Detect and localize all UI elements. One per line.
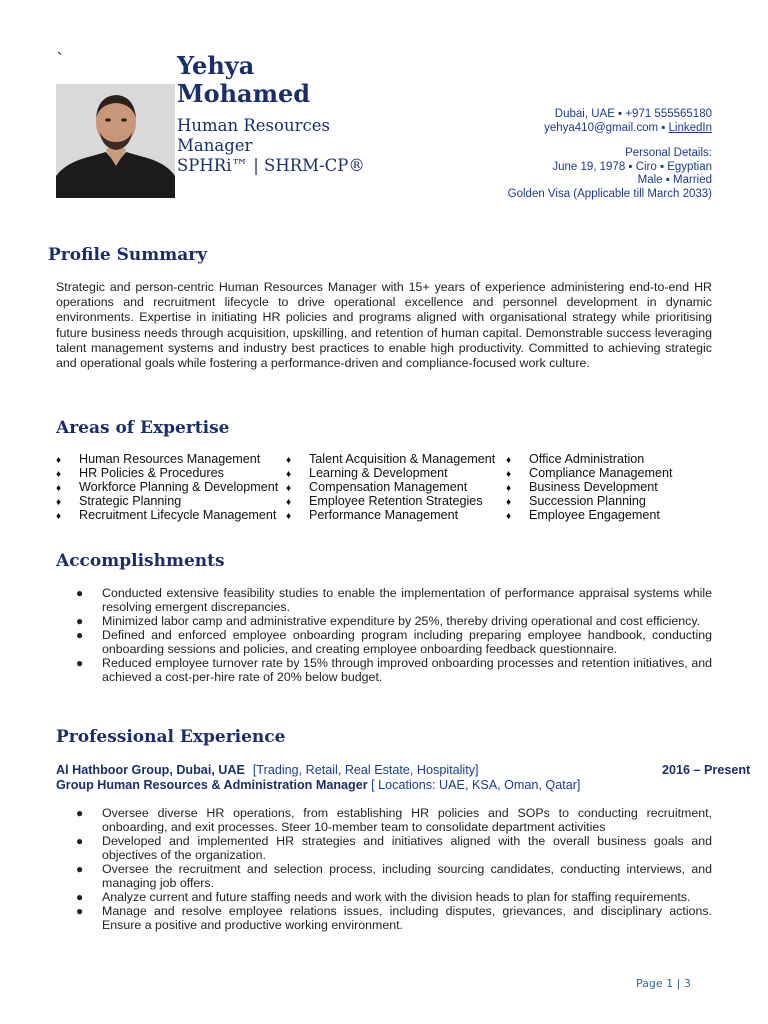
profile-summary-heading: Profile Summary	[48, 245, 208, 265]
accomplishments-heading: Accomplishments	[56, 551, 225, 571]
expertise-item: ♦ Office Administration	[506, 452, 645, 466]
company-line	[56, 763, 479, 778]
job-title-line2: Manager	[177, 136, 253, 155]
email-linkedin-line	[508, 122, 712, 136]
accomplishments-list	[76, 586, 712, 684]
profile-summary-text: Strategic and person-centric Human Resources Manager with 15+ years of experience administering end-to-end HR operations and recruitment lifecycle to drive operational excellence and personnel development in dynamic environments. Expertise in initiating HR policies and programs aligned with organisational strategy while prioritising future business needs through acquisition, upskilling, and retention of human capital. Demonstrable success leveraging talent management systems and industry best practices to enable high productivity. Committed to achieving strategic and operational goals while fostering a performance-driven and compliance-focused work culture.	[56, 280, 712, 371]
diamond-bullet-icon: ♦	[506, 511, 512, 522]
expertise-column-1	[56, 452, 278, 522]
list-item: ● Oversee diverse HR operations, from establishing HR policies and SOPs to conducting recruitment, onboarding, and exit processes. Steer 10-member team to consolidate department activities	[76, 806, 712, 834]
certifications: SPHRi™ | SHRM-CP®	[177, 156, 365, 175]
professional-experience-heading: Professional Experience	[56, 727, 286, 747]
list-item: ● Developed and implemented HR strategies and initiatives aligned with the overall business goals and objectives of the organization.	[76, 834, 712, 862]
last-name: Mohamed	[177, 79, 311, 108]
role-locations: [ Locations: UAE, KSA, Oman, Qatar]	[367, 778, 581, 792]
employment-dates: 2016 – Present	[662, 763, 751, 777]
personal-details-label: Personal Details:	[625, 147, 712, 159]
separator: ▪	[658, 121, 669, 134]
diamond-bullet-icon: ♦	[56, 469, 62, 480]
diamond-bullet-icon: ♦	[506, 455, 512, 466]
gender-line: Male ▪ Married	[637, 174, 712, 186]
diamond-bullet-icon: ♦	[56, 497, 62, 508]
expertise-item: ♦ Talent Acquisition & Management	[286, 452, 496, 466]
list-item: ● Reduced employee turnover rate by 15% through improved onboarding processes and retention initiatives, and achieved a cost-per-hire rate of 20% below budget.	[76, 656, 712, 684]
expertise-item: ♦ Compliance Management	[506, 466, 673, 480]
list-item: ● Oversee the recruitment and selection process, including sourcing candidates, conducting interviews, and managing job offers.	[76, 862, 712, 890]
expertise-item: ♦ Employee Engagement	[506, 508, 660, 522]
candidate-name	[177, 52, 310, 108]
expertise-item: ♦ Workforce Planning & Development	[56, 480, 279, 494]
round-bullet-icon: ●	[76, 862, 84, 876]
round-bullet-icon: ●	[76, 614, 84, 628]
round-bullet-icon: ●	[76, 834, 84, 848]
diamond-bullet-icon: ♦	[286, 511, 292, 522]
linkedin-link[interactable]: LinkedIn	[668, 121, 712, 134]
round-bullet-icon: ●	[76, 656, 84, 670]
round-bullet-icon: ●	[76, 628, 84, 642]
email-link[interactable]: yehya410@gmail.com	[544, 121, 659, 134]
diamond-bullet-icon: ♦	[56, 483, 62, 494]
expertise-item: ♦ Business Development	[506, 480, 658, 494]
diamond-bullet-icon: ♦	[56, 511, 62, 522]
role-title: Group Human Resources & Administration Manager	[56, 778, 368, 792]
profile-photo	[56, 84, 175, 198]
expertise-item: ♦ Employee Retention Strategies	[286, 494, 483, 508]
contact-details	[508, 108, 712, 201]
company-name: Al Hathboor Group, Dubai, UAE	[56, 763, 245, 777]
list-item: ● Manage and resolve employee relations issues, including disputes, grievances, and disciplinary actions. Ensure a positive and productive working environment.	[76, 904, 712, 932]
page-number: Page 1 | 3	[636, 977, 691, 990]
diamond-bullet-icon: ♦	[286, 483, 292, 494]
list-item: ● Analyze current and future staffing needs and work with the division heads to plan for staffing requirements.	[76, 890, 691, 904]
expertise-item: ♦ Succession Planning	[506, 494, 646, 508]
expertise-item: ♦ Learning & Development	[286, 466, 448, 480]
job-title-line1: Human Resources	[177, 116, 330, 135]
expertise-item: ♦ Performance Management	[286, 508, 459, 522]
expertise-item: ♦ Compensation Management	[286, 480, 468, 494]
round-bullet-icon: ●	[76, 904, 84, 918]
diamond-bullet-icon: ♦	[506, 483, 512, 494]
expertise-item: ♦ Recruitment Lifecycle Management	[56, 508, 277, 522]
visa-line: Golden Visa (Applicable till March 2033)	[507, 187, 712, 200]
company-sectors: [Trading, Retail, Real Estate, Hospitality]	[252, 763, 479, 777]
role-line	[56, 778, 580, 793]
location-phone: Dubai, UAE ▪ +971 555565180	[554, 108, 712, 120]
diamond-bullet-icon: ♦	[286, 455, 292, 466]
dob-line: June 19, 1978 ▪ Ciro ▪ Egyptian	[552, 160, 712, 173]
diamond-bullet-icon: ♦	[56, 455, 62, 466]
experience-duties-list	[76, 806, 712, 932]
round-bullet-icon: ●	[76, 890, 84, 904]
round-bullet-icon: ●	[76, 586, 84, 600]
list-item: ● Conducted extensive feasibility studies to enable the implementation of performance appraisal systems while resolving emergent discrepancies.	[76, 586, 712, 614]
diamond-bullet-icon: ♦	[286, 469, 292, 480]
expertise-column-2	[286, 452, 495, 522]
diamond-bullet-icon: ♦	[506, 497, 512, 508]
diamond-bullet-icon: ♦	[286, 497, 292, 508]
expertise-item: ♦ Human Resources Management	[56, 452, 261, 466]
job-title-block	[177, 116, 365, 176]
diamond-bullet-icon: ♦	[506, 469, 512, 480]
expertise-column-3	[506, 452, 673, 522]
list-item: ● Defined and enforced employee onboarding program including preparing employee handbook, conducting onboarding sessions and policies, and creating employee onboarding feedback questionnaire.	[76, 628, 712, 656]
round-bullet-icon: ●	[76, 806, 84, 820]
expertise-item: ♦ HR Policies & Procedures	[56, 466, 224, 480]
list-item: ● Minimized labor camp and administrative expenditure by 25%, thereby driving operational and cost efficiency.	[76, 614, 701, 628]
first-name: Yehya	[177, 51, 255, 80]
areas-of-expertise-heading: Areas of Expertise	[56, 418, 230, 438]
stray-backtick: `	[56, 50, 65, 71]
expertise-item: ♦ Strategic Planning	[56, 494, 182, 508]
